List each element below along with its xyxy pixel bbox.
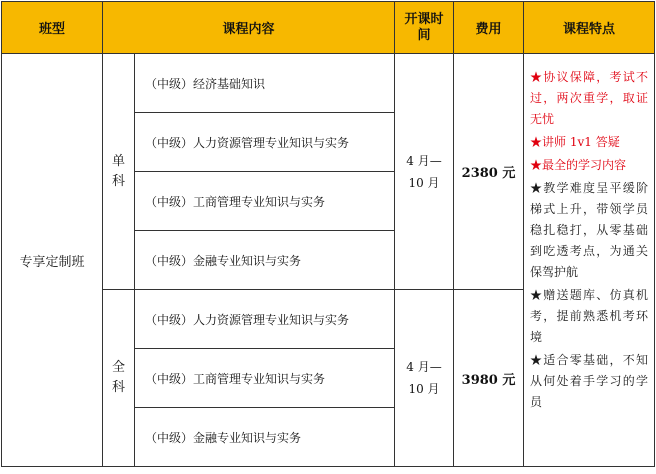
fee-cell-full: 3980 元 — [454, 290, 524, 467]
time-cell-single — [395, 54, 454, 290]
time-line1: 4 月— — [406, 153, 442, 168]
type-label-line2: 科 — [111, 380, 125, 395]
course-cell: （中级）工商管理专业知识与实务 — [135, 349, 395, 408]
time-line1: 4 月— — [406, 360, 442, 374]
feature-item: ★教学难度呈平缓阶梯式上升，带领学员稳扎稳打，从零基础到吃透考点，为通关保驾护航 — [530, 181, 649, 279]
header-content: 课程内容 — [103, 2, 395, 54]
header-fee: 费用 — [454, 2, 524, 54]
feature-item: ★赠送题库、仿真机考，提前熟悉机考环境 — [530, 288, 649, 344]
course-table — [1, 1, 655, 467]
feature-item: ★最全的学习内容 — [530, 158, 627, 172]
type-label-line1: 单 — [111, 153, 125, 169]
header-open-time-line1: 开课时 — [404, 11, 444, 27]
table-row — [2, 54, 655, 113]
course-cell: （中级）人力资源管理专业知识与实务 — [135, 113, 395, 172]
header-class: 班型 — [2, 2, 103, 54]
header-features: 课程特点 — [524, 2, 655, 54]
fee-cell-single: 2380 元 — [454, 54, 524, 290]
time-cell-full — [395, 290, 454, 467]
course-cell: （中级）人力资源管理专业知识与实务 — [135, 290, 395, 349]
feature-item: ★讲师 1v1 答疑 — [530, 135, 620, 149]
course-cell: （中级）金融专业知识与实务 — [135, 231, 395, 290]
time-line2: 10 月 — [408, 382, 440, 396]
type-cell-single — [103, 54, 135, 290]
type-cell-full — [103, 290, 135, 467]
course-cell: （中级）金融专业知识与实务 — [135, 408, 395, 467]
time-line2: 10 月 — [408, 175, 440, 190]
header-open-time — [395, 2, 454, 54]
course-cell: （中级）经济基础知识 — [135, 54, 395, 113]
class-name-cell: 专享定制班 — [2, 54, 103, 467]
header-open-time-line2: 间 — [417, 27, 431, 43]
course-cell: （中级）工商管理专业知识与实务 — [135, 172, 395, 231]
feature-item: ★协议保障，考试不过，两次重学，取证无忧 — [530, 70, 649, 126]
type-label-line2: 科 — [111, 173, 125, 189]
header-row — [2, 2, 655, 54]
type-label-line1: 全 — [111, 360, 125, 375]
features-cell — [524, 54, 655, 467]
feature-item: ★适合零基础，不知从何处着手学习的学员 — [530, 353, 649, 409]
